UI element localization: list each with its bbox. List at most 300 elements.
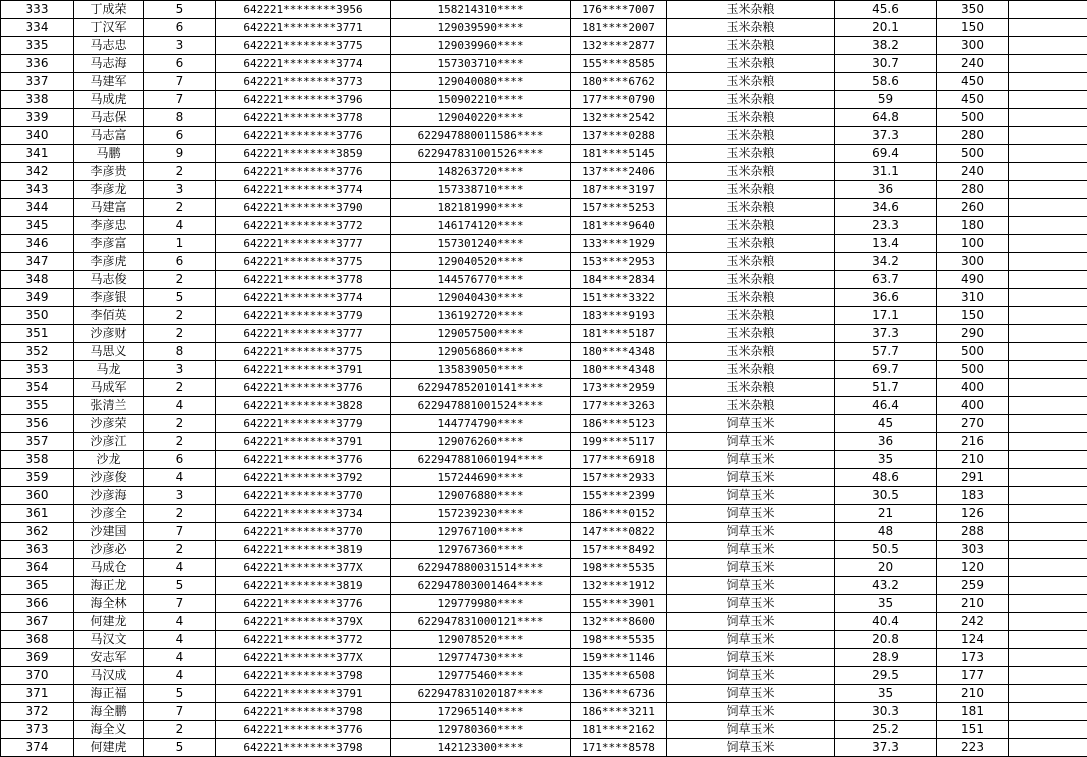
household-count-cell: 6 bbox=[144, 253, 216, 271]
household-count-cell: 7 bbox=[144, 523, 216, 541]
name-cell: 李彦龙 bbox=[74, 181, 144, 199]
phone-cell: 132****1912 bbox=[571, 577, 667, 595]
table-row bbox=[1, 739, 1087, 757]
amount-cell: 240 bbox=[937, 163, 1009, 181]
household-count-cell: 4 bbox=[144, 559, 216, 577]
area-cell: 43.2 bbox=[835, 577, 937, 595]
row-number-cell: 365 bbox=[1, 577, 74, 595]
table-row bbox=[1, 163, 1087, 181]
account-number-cell: 157301240**** bbox=[391, 235, 571, 253]
blank-cell bbox=[1009, 415, 1087, 433]
phone-cell: 186****3211 bbox=[571, 703, 667, 721]
table-row bbox=[1, 37, 1087, 55]
name-cell: 马志保 bbox=[74, 109, 144, 127]
account-number-cell: 622947831001526**** bbox=[391, 145, 571, 163]
phone-cell: 137****0288 bbox=[571, 127, 667, 145]
crop-type-cell: 玉米杂粮 bbox=[667, 379, 835, 397]
household-count-cell: 9 bbox=[144, 145, 216, 163]
row-number-cell: 336 bbox=[1, 55, 74, 73]
blank-cell bbox=[1009, 721, 1087, 739]
amount-cell: 177 bbox=[937, 667, 1009, 685]
household-count-cell: 2 bbox=[144, 505, 216, 523]
id-number-cell: 642221********3772 bbox=[216, 217, 391, 235]
id-number-cell: 642221********3790 bbox=[216, 199, 391, 217]
name-cell: 马建军 bbox=[74, 73, 144, 91]
amount-cell: 240 bbox=[937, 55, 1009, 73]
household-count-cell: 5 bbox=[144, 289, 216, 307]
household-count-cell: 4 bbox=[144, 667, 216, 685]
row-number-cell: 358 bbox=[1, 451, 74, 469]
id-number-cell: 642221********3791 bbox=[216, 685, 391, 703]
blank-cell bbox=[1009, 109, 1087, 127]
amount-cell: 288 bbox=[937, 523, 1009, 541]
row-number-cell: 373 bbox=[1, 721, 74, 739]
id-number-cell: 642221********3772 bbox=[216, 631, 391, 649]
account-number-cell: 129076880**** bbox=[391, 487, 571, 505]
area-cell: 30.5 bbox=[835, 487, 937, 505]
phone-cell: 176****7007 bbox=[571, 1, 667, 19]
row-number-cell: 350 bbox=[1, 307, 74, 325]
id-number-cell: 642221********3828 bbox=[216, 397, 391, 415]
account-number-cell: 129039590**** bbox=[391, 19, 571, 37]
household-count-cell: 2 bbox=[144, 163, 216, 181]
name-cell: 张清兰 bbox=[74, 397, 144, 415]
id-number-cell: 642221********3771 bbox=[216, 19, 391, 37]
table-row bbox=[1, 199, 1087, 217]
table-row bbox=[1, 109, 1087, 127]
row-number-cell: 361 bbox=[1, 505, 74, 523]
id-number-cell: 642221********3819 bbox=[216, 577, 391, 595]
phone-cell: 181****5145 bbox=[571, 145, 667, 163]
blank-cell bbox=[1009, 145, 1087, 163]
name-cell: 马志俊 bbox=[74, 271, 144, 289]
id-number-cell: 642221********3779 bbox=[216, 307, 391, 325]
phone-cell: 132****2877 bbox=[571, 37, 667, 55]
table-row bbox=[1, 361, 1087, 379]
row-number-cell: 343 bbox=[1, 181, 74, 199]
household-count-cell: 5 bbox=[144, 685, 216, 703]
account-number-cell: 622947880011586**** bbox=[391, 127, 571, 145]
id-number-cell: 642221********3775 bbox=[216, 37, 391, 55]
area-cell: 59 bbox=[835, 91, 937, 109]
name-cell: 海全林 bbox=[74, 595, 144, 613]
phone-cell: 135****6508 bbox=[571, 667, 667, 685]
account-number-cell: 129040520**** bbox=[391, 253, 571, 271]
amount-cell: 310 bbox=[937, 289, 1009, 307]
area-cell: 21 bbox=[835, 505, 937, 523]
crop-type-cell: 玉米杂粮 bbox=[667, 343, 835, 361]
phone-cell: 198****5535 bbox=[571, 559, 667, 577]
crop-type-cell: 玉米杂粮 bbox=[667, 181, 835, 199]
area-cell: 34.6 bbox=[835, 199, 937, 217]
id-number-cell: 642221********3819 bbox=[216, 541, 391, 559]
crop-type-cell: 玉米杂粮 bbox=[667, 397, 835, 415]
row-number-cell: 363 bbox=[1, 541, 74, 559]
phone-cell: 151****3322 bbox=[571, 289, 667, 307]
amount-cell: 242 bbox=[937, 613, 1009, 631]
area-cell: 30.3 bbox=[835, 703, 937, 721]
phone-cell: 133****1929 bbox=[571, 235, 667, 253]
table-row bbox=[1, 487, 1087, 505]
row-number-cell: 346 bbox=[1, 235, 74, 253]
household-count-cell: 3 bbox=[144, 361, 216, 379]
area-cell: 48 bbox=[835, 523, 937, 541]
table-row bbox=[1, 325, 1087, 343]
name-cell: 海正福 bbox=[74, 685, 144, 703]
name-cell: 李彦贵 bbox=[74, 163, 144, 181]
table-row bbox=[1, 469, 1087, 487]
blank-cell bbox=[1009, 649, 1087, 667]
area-cell: 64.8 bbox=[835, 109, 937, 127]
table-row bbox=[1, 181, 1087, 199]
row-number-cell: 334 bbox=[1, 19, 74, 37]
household-count-cell: 6 bbox=[144, 19, 216, 37]
household-count-cell: 7 bbox=[144, 73, 216, 91]
blank-cell bbox=[1009, 469, 1087, 487]
table-row bbox=[1, 415, 1087, 433]
name-cell: 马思义 bbox=[74, 343, 144, 361]
id-number-cell: 642221********3956 bbox=[216, 1, 391, 19]
phone-cell: 181****2007 bbox=[571, 19, 667, 37]
amount-cell: 210 bbox=[937, 595, 1009, 613]
account-number-cell: 148263720**** bbox=[391, 163, 571, 181]
phone-cell: 177****0790 bbox=[571, 91, 667, 109]
id-number-cell: 642221********3774 bbox=[216, 55, 391, 73]
amount-cell: 303 bbox=[937, 541, 1009, 559]
id-number-cell: 642221********3776 bbox=[216, 127, 391, 145]
area-cell: 48.6 bbox=[835, 469, 937, 487]
name-cell: 沙彦必 bbox=[74, 541, 144, 559]
phone-cell: 136****6736 bbox=[571, 685, 667, 703]
household-count-cell: 8 bbox=[144, 109, 216, 127]
amount-cell: 450 bbox=[937, 73, 1009, 91]
crop-type-cell: 饲草玉米 bbox=[667, 739, 835, 757]
name-cell: 马成虎 bbox=[74, 91, 144, 109]
account-number-cell: 129780360**** bbox=[391, 721, 571, 739]
household-count-cell: 2 bbox=[144, 721, 216, 739]
blank-cell bbox=[1009, 379, 1087, 397]
name-cell: 马志忠 bbox=[74, 37, 144, 55]
blank-cell bbox=[1009, 433, 1087, 451]
crop-type-cell: 玉米杂粮 bbox=[667, 235, 835, 253]
id-number-cell: 642221********3776 bbox=[216, 595, 391, 613]
phone-cell: 198****5535 bbox=[571, 631, 667, 649]
amount-cell: 223 bbox=[937, 739, 1009, 757]
phone-cell: 153****2953 bbox=[571, 253, 667, 271]
phone-cell: 199****5117 bbox=[571, 433, 667, 451]
amount-cell: 259 bbox=[937, 577, 1009, 595]
account-number-cell: 129040220**** bbox=[391, 109, 571, 127]
name-cell: 沙彦海 bbox=[74, 487, 144, 505]
blank-cell bbox=[1009, 19, 1087, 37]
id-number-cell: 642221********3770 bbox=[216, 487, 391, 505]
account-number-cell: 157338710**** bbox=[391, 181, 571, 199]
blank-cell bbox=[1009, 523, 1087, 541]
amount-cell: 500 bbox=[937, 109, 1009, 127]
table-row bbox=[1, 253, 1087, 271]
amount-cell: 270 bbox=[937, 415, 1009, 433]
amount-cell: 183 bbox=[937, 487, 1009, 505]
table-body bbox=[1, 1, 1087, 757]
crop-type-cell: 玉米杂粮 bbox=[667, 73, 835, 91]
area-cell: 45.6 bbox=[835, 1, 937, 19]
household-count-cell: 8 bbox=[144, 343, 216, 361]
area-cell: 20 bbox=[835, 559, 937, 577]
phone-cell: 137****2406 bbox=[571, 163, 667, 181]
name-cell: 李彦富 bbox=[74, 235, 144, 253]
amount-cell: 500 bbox=[937, 343, 1009, 361]
account-number-cell: 142123300**** bbox=[391, 739, 571, 757]
id-number-cell: 642221********3798 bbox=[216, 667, 391, 685]
name-cell: 马鹏 bbox=[74, 145, 144, 163]
account-number-cell: 157303710**** bbox=[391, 55, 571, 73]
crop-type-cell: 饲草玉米 bbox=[667, 667, 835, 685]
id-number-cell: 642221********377X bbox=[216, 649, 391, 667]
name-cell: 马成仓 bbox=[74, 559, 144, 577]
account-number-cell: 150902210**** bbox=[391, 91, 571, 109]
household-count-cell: 2 bbox=[144, 325, 216, 343]
area-cell: 17.1 bbox=[835, 307, 937, 325]
amount-cell: 126 bbox=[937, 505, 1009, 523]
table-row bbox=[1, 343, 1087, 361]
amount-cell: 400 bbox=[937, 397, 1009, 415]
account-number-cell: 158214310**** bbox=[391, 1, 571, 19]
phone-cell: 180****4348 bbox=[571, 343, 667, 361]
row-number-cell: 369 bbox=[1, 649, 74, 667]
table-row bbox=[1, 667, 1087, 685]
household-count-cell: 6 bbox=[144, 451, 216, 469]
table-row bbox=[1, 127, 1087, 145]
area-cell: 45 bbox=[835, 415, 937, 433]
phone-cell: 177****6918 bbox=[571, 451, 667, 469]
area-cell: 31.1 bbox=[835, 163, 937, 181]
row-number-cell: 347 bbox=[1, 253, 74, 271]
household-count-cell: 7 bbox=[144, 703, 216, 721]
household-count-cell: 2 bbox=[144, 199, 216, 217]
crop-type-cell: 玉米杂粮 bbox=[667, 145, 835, 163]
amount-cell: 181 bbox=[937, 703, 1009, 721]
id-number-cell: 642221********3774 bbox=[216, 289, 391, 307]
table-row bbox=[1, 721, 1087, 739]
area-cell: 20.1 bbox=[835, 19, 937, 37]
household-count-cell: 2 bbox=[144, 415, 216, 433]
amount-cell: 500 bbox=[937, 145, 1009, 163]
phone-cell: 157****5253 bbox=[571, 199, 667, 217]
area-cell: 20.8 bbox=[835, 631, 937, 649]
row-number-cell: 362 bbox=[1, 523, 74, 541]
crop-type-cell: 玉米杂粮 bbox=[667, 253, 835, 271]
name-cell: 李彦虎 bbox=[74, 253, 144, 271]
row-number-cell: 354 bbox=[1, 379, 74, 397]
id-number-cell: 642221********3777 bbox=[216, 235, 391, 253]
row-number-cell: 367 bbox=[1, 613, 74, 631]
id-number-cell: 642221********3859 bbox=[216, 145, 391, 163]
amount-cell: 180 bbox=[937, 217, 1009, 235]
crop-type-cell: 饲草玉米 bbox=[667, 433, 835, 451]
name-cell: 海全鹏 bbox=[74, 703, 144, 721]
table-row bbox=[1, 613, 1087, 631]
name-cell: 沙彦全 bbox=[74, 505, 144, 523]
row-number-cell: 371 bbox=[1, 685, 74, 703]
account-number-cell: 129057500**** bbox=[391, 325, 571, 343]
household-count-cell: 6 bbox=[144, 127, 216, 145]
phone-cell: 157****2933 bbox=[571, 469, 667, 487]
table-row bbox=[1, 505, 1087, 523]
phone-cell: 180****4348 bbox=[571, 361, 667, 379]
household-count-cell: 1 bbox=[144, 235, 216, 253]
crop-type-cell: 饲草玉米 bbox=[667, 451, 835, 469]
household-count-cell: 2 bbox=[144, 307, 216, 325]
table-row bbox=[1, 145, 1087, 163]
household-count-cell: 3 bbox=[144, 181, 216, 199]
blank-cell bbox=[1009, 289, 1087, 307]
account-number-cell: 129774730**** bbox=[391, 649, 571, 667]
blank-cell bbox=[1009, 559, 1087, 577]
crop-type-cell: 饲草玉米 bbox=[667, 703, 835, 721]
household-count-cell: 2 bbox=[144, 433, 216, 451]
row-number-cell: 345 bbox=[1, 217, 74, 235]
id-number-cell: 642221********3776 bbox=[216, 721, 391, 739]
crop-type-cell: 饲草玉米 bbox=[667, 505, 835, 523]
crop-type-cell: 玉米杂粮 bbox=[667, 271, 835, 289]
account-number-cell: 622947880031514**** bbox=[391, 559, 571, 577]
row-number-cell: 356 bbox=[1, 415, 74, 433]
name-cell: 马志海 bbox=[74, 55, 144, 73]
name-cell: 沙建国 bbox=[74, 523, 144, 541]
id-number-cell: 642221********3776 bbox=[216, 163, 391, 181]
name-cell: 沙彦江 bbox=[74, 433, 144, 451]
area-cell: 38.2 bbox=[835, 37, 937, 55]
row-number-cell: 364 bbox=[1, 559, 74, 577]
id-number-cell: 642221********3777 bbox=[216, 325, 391, 343]
crop-type-cell: 玉米杂粮 bbox=[667, 1, 835, 19]
blank-cell bbox=[1009, 343, 1087, 361]
phone-cell: 147****0822 bbox=[571, 523, 667, 541]
name-cell: 马汉文 bbox=[74, 631, 144, 649]
name-cell: 马汉成 bbox=[74, 667, 144, 685]
id-number-cell: 642221********3770 bbox=[216, 523, 391, 541]
crop-type-cell: 玉米杂粮 bbox=[667, 307, 835, 325]
table-row bbox=[1, 685, 1087, 703]
name-cell: 马志富 bbox=[74, 127, 144, 145]
table-row bbox=[1, 451, 1087, 469]
account-number-cell: 157244690**** bbox=[391, 469, 571, 487]
id-number-cell: 642221********3774 bbox=[216, 181, 391, 199]
phone-cell: 181****9640 bbox=[571, 217, 667, 235]
row-number-cell: 370 bbox=[1, 667, 74, 685]
area-cell: 35 bbox=[835, 595, 937, 613]
area-cell: 23.3 bbox=[835, 217, 937, 235]
row-number-cell: 352 bbox=[1, 343, 74, 361]
blank-cell bbox=[1009, 541, 1087, 559]
crop-type-cell: 玉米杂粮 bbox=[667, 91, 835, 109]
table-row bbox=[1, 433, 1087, 451]
household-count-cell: 5 bbox=[144, 739, 216, 757]
row-number-cell: 355 bbox=[1, 397, 74, 415]
area-cell: 51.7 bbox=[835, 379, 937, 397]
blank-cell bbox=[1009, 235, 1087, 253]
blank-cell bbox=[1009, 73, 1087, 91]
name-cell: 何建虎 bbox=[74, 739, 144, 757]
amount-cell: 124 bbox=[937, 631, 1009, 649]
id-number-cell: 642221********3778 bbox=[216, 271, 391, 289]
table-row bbox=[1, 703, 1087, 721]
blank-cell bbox=[1009, 739, 1087, 757]
crop-type-cell: 玉米杂粮 bbox=[667, 289, 835, 307]
id-number-cell: 642221********3792 bbox=[216, 469, 391, 487]
phone-cell: 180****6762 bbox=[571, 73, 667, 91]
blank-cell bbox=[1009, 577, 1087, 595]
account-number-cell: 129040430**** bbox=[391, 289, 571, 307]
id-number-cell: 642221********3775 bbox=[216, 343, 391, 361]
household-count-cell: 7 bbox=[144, 91, 216, 109]
account-number-cell: 622947803001464**** bbox=[391, 577, 571, 595]
crop-type-cell: 饲草玉米 bbox=[667, 631, 835, 649]
name-cell: 海正龙 bbox=[74, 577, 144, 595]
table-row bbox=[1, 631, 1087, 649]
area-cell: 58.6 bbox=[835, 73, 937, 91]
area-cell: 28.9 bbox=[835, 649, 937, 667]
table-row bbox=[1, 649, 1087, 667]
row-number-cell: 338 bbox=[1, 91, 74, 109]
blank-cell bbox=[1009, 127, 1087, 145]
area-cell: 57.7 bbox=[835, 343, 937, 361]
name-cell: 安志军 bbox=[74, 649, 144, 667]
table-row bbox=[1, 541, 1087, 559]
table-row bbox=[1, 235, 1087, 253]
row-number-cell: 374 bbox=[1, 739, 74, 757]
area-cell: 63.7 bbox=[835, 271, 937, 289]
name-cell: 李彦银 bbox=[74, 289, 144, 307]
phone-cell: 183****9193 bbox=[571, 307, 667, 325]
area-cell: 35 bbox=[835, 685, 937, 703]
area-cell: 13.4 bbox=[835, 235, 937, 253]
blank-cell bbox=[1009, 613, 1087, 631]
household-count-cell: 6 bbox=[144, 55, 216, 73]
id-number-cell: 642221********379X bbox=[216, 613, 391, 631]
id-number-cell: 642221********3776 bbox=[216, 379, 391, 397]
table-row bbox=[1, 577, 1087, 595]
id-number-cell: 642221********3796 bbox=[216, 91, 391, 109]
row-number-cell: 351 bbox=[1, 325, 74, 343]
account-number-cell: 129039960**** bbox=[391, 37, 571, 55]
household-count-cell: 4 bbox=[144, 217, 216, 235]
amount-cell: 100 bbox=[937, 235, 1009, 253]
phone-cell: 181****5187 bbox=[571, 325, 667, 343]
blank-cell bbox=[1009, 397, 1087, 415]
amount-cell: 291 bbox=[937, 469, 1009, 487]
row-number-cell: 353 bbox=[1, 361, 74, 379]
table-row bbox=[1, 307, 1087, 325]
crop-type-cell: 玉米杂粮 bbox=[667, 217, 835, 235]
row-number-cell: 366 bbox=[1, 595, 74, 613]
row-number-cell: 372 bbox=[1, 703, 74, 721]
id-number-cell: 642221********3775 bbox=[216, 253, 391, 271]
id-number-cell: 642221********3734 bbox=[216, 505, 391, 523]
table-row bbox=[1, 91, 1087, 109]
phone-cell: 132****8600 bbox=[571, 613, 667, 631]
table-row bbox=[1, 595, 1087, 613]
household-count-cell: 4 bbox=[144, 469, 216, 487]
blank-cell bbox=[1009, 667, 1087, 685]
amount-cell: 210 bbox=[937, 685, 1009, 703]
blank-cell bbox=[1009, 703, 1087, 721]
household-count-cell: 4 bbox=[144, 397, 216, 415]
phone-cell: 187****3197 bbox=[571, 181, 667, 199]
crop-type-cell: 玉米杂粮 bbox=[667, 163, 835, 181]
phone-cell: 155****2399 bbox=[571, 487, 667, 505]
account-number-cell: 144774790**** bbox=[391, 415, 571, 433]
